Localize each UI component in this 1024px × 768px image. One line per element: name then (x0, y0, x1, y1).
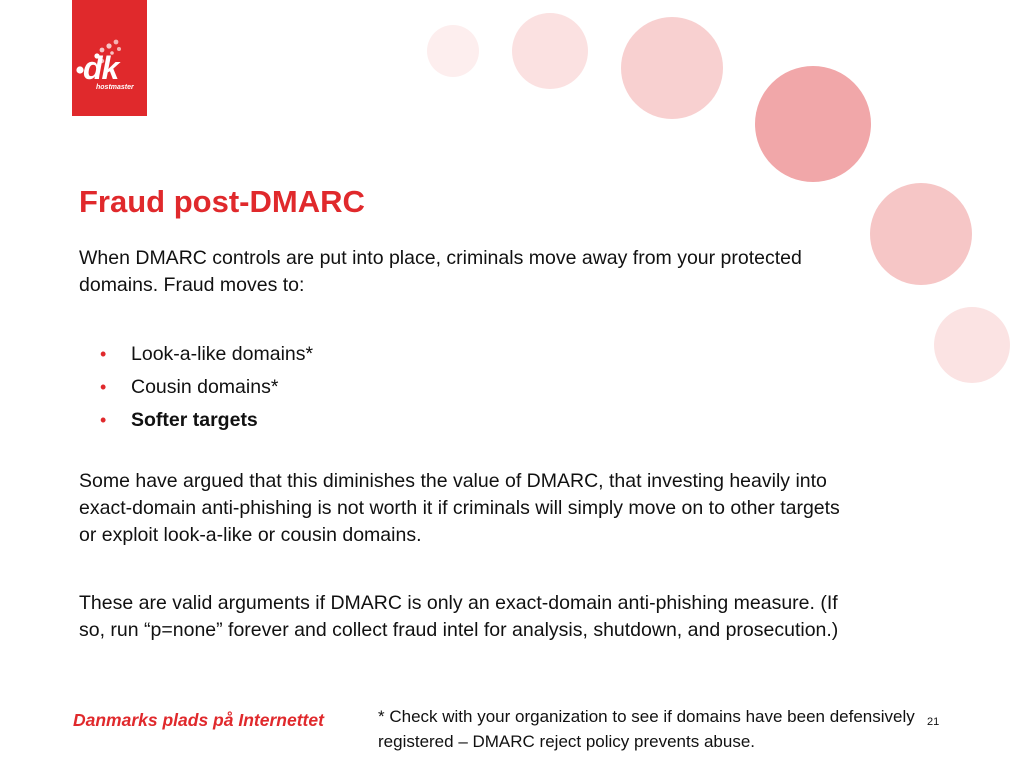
conclusion-paragraph: These are valid arguments if DMARC is only an exact-domain anti-phishing measure. (If so, run “p=none” forever and collect fraud intel for analysis, shutdown, and prosecution.) (79, 592, 839, 641)
bullet-dot-icon: • (100, 377, 107, 397)
logo-sub-text: hostmaster (96, 84, 134, 91)
intro-paragraph: When DMARC controls are put into place, criminals move away from your protected domains. Fraud moves to: (79, 247, 802, 296)
bullet-list (100, 338, 313, 437)
bullet-item (100, 404, 313, 437)
dk-hostmaster-logo (72, 0, 147, 116)
decor-circle (512, 13, 588, 89)
decor-circle (934, 307, 1010, 383)
footer-brand-tagline: Danmarks plads på Internettet (73, 710, 324, 730)
bullet-text: Cousin domains* (131, 376, 279, 398)
decor-circle (427, 25, 479, 77)
logo-main-text: dk (83, 50, 119, 86)
bullet-item (100, 338, 313, 371)
bullet-dot-icon: • (100, 344, 107, 364)
decor-circle (621, 17, 723, 119)
slide-title: Fraud post-DMARC (79, 184, 365, 219)
bullet-item (100, 371, 313, 404)
bullet-text: Look-a-like domains* (131, 343, 314, 365)
decor-circle (755, 66, 871, 182)
decor-circle (870, 183, 972, 285)
bullet-text: Softer targets (131, 409, 258, 431)
argument-paragraph: Some have argued that this diminishes the value of DMARC, that investing heavily into exact-domain anti-phishing is not worth it if criminals will simply move on to other targets or exploit look-a-like or cousin domains. (79, 470, 840, 546)
bullet-dot-icon: • (100, 410, 107, 430)
footnote: * Check with your organization to see if domains have been defensively registered – DMARC reject policy prevents abuse. (378, 707, 915, 751)
page-number: 21 (927, 716, 940, 728)
